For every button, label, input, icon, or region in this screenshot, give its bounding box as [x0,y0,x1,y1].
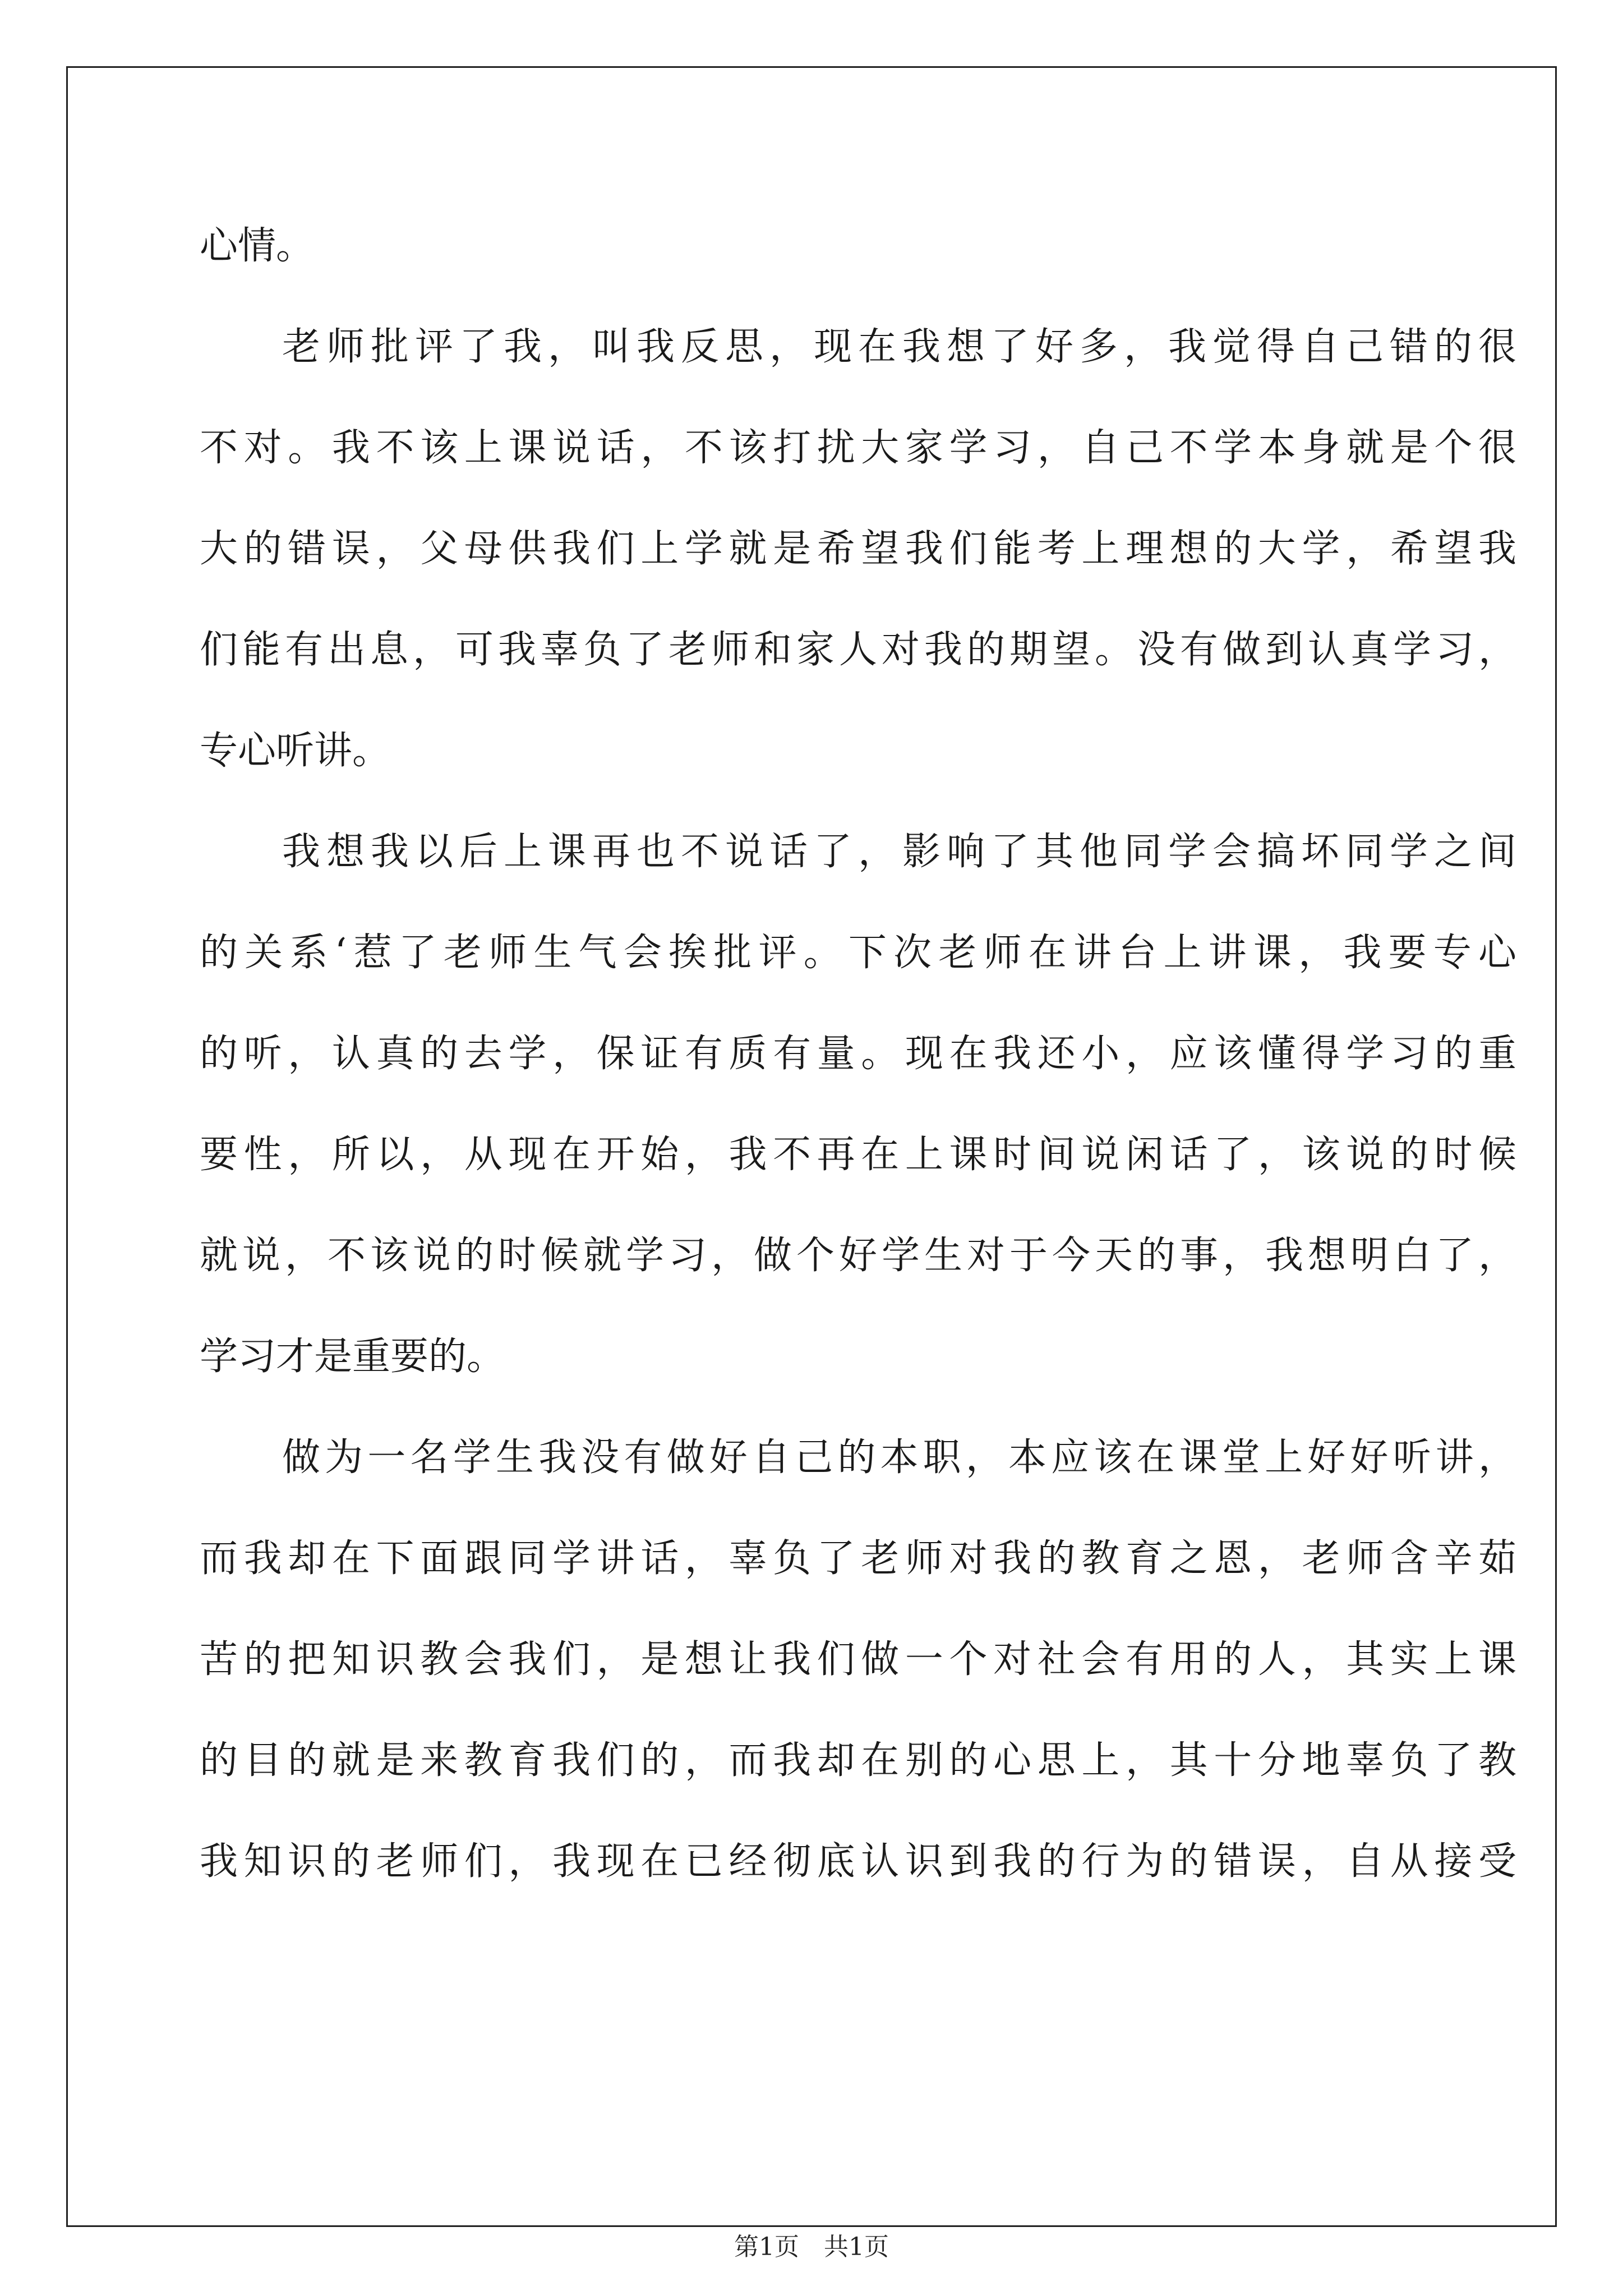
text-line: 的关系‘惹了老师生气会挨批评。下次老师在讲台上讲课，我要专心 [200,931,1516,975]
document-body [68,68,1555,2225]
text-line: 的目的就是来教育我们的，而我却在别的心思上，其十分地辜负了教 [200,1738,1516,1783]
text-line: 不对。我不该上课说话，不该打扰大家学习，自己不学本身就是个很 [200,426,1516,470]
text-line: 心情。 [200,224,315,268]
text-line: 我知识的老师们，我现在已经彻底认识到我的行为的错误，自从接受 [200,1839,1516,1884]
text-line: 学习才是重要的。 [200,1335,505,1379]
text-line: 做为一名学生我没有做好自己的本职，本应该在课堂上好好听讲， [282,1435,1516,1480]
text-line: 老师批评了我，叫我反思，现在我想了好多，我觉得自己错的很 [282,325,1516,369]
text-line: 专心听讲。 [200,729,391,773]
text-line: 要性，所以，从现在开始，我不再在上课时间说闲话了，该说的时候 [200,1133,1516,1177]
text-line: 而我却在下面跟同学讲话，辜负了老师对我的教育之恩，老师含辛茹 [200,1536,1516,1581]
text-line: 就说，不该说的时候就学习，做个好学生对于今天的事，我想明白了， [200,1234,1516,1278]
text-line: 的听，认真的去学，保证有质有量。现在我还小，应该懂得学习的重 [200,1032,1516,1076]
text-line: 我想我以后上课再也不说话了，影响了其他同学会搞坏同学之间 [282,830,1516,874]
page-frame [66,66,1557,2261]
page-footer: 第1页 共1页 [734,2233,889,2261]
text-line: 大的错误，父母供我们上学就是希望我们能考上理想的大学，希望我 [200,527,1516,571]
text-line: 苦的把知识教会我们，是想让我们做一个对社会有用的人，其实上课 [200,1637,1516,1682]
text-line: 们能有出息，可我辜负了老师和家人对我的期望。没有做到认真学习， [200,628,1516,672]
